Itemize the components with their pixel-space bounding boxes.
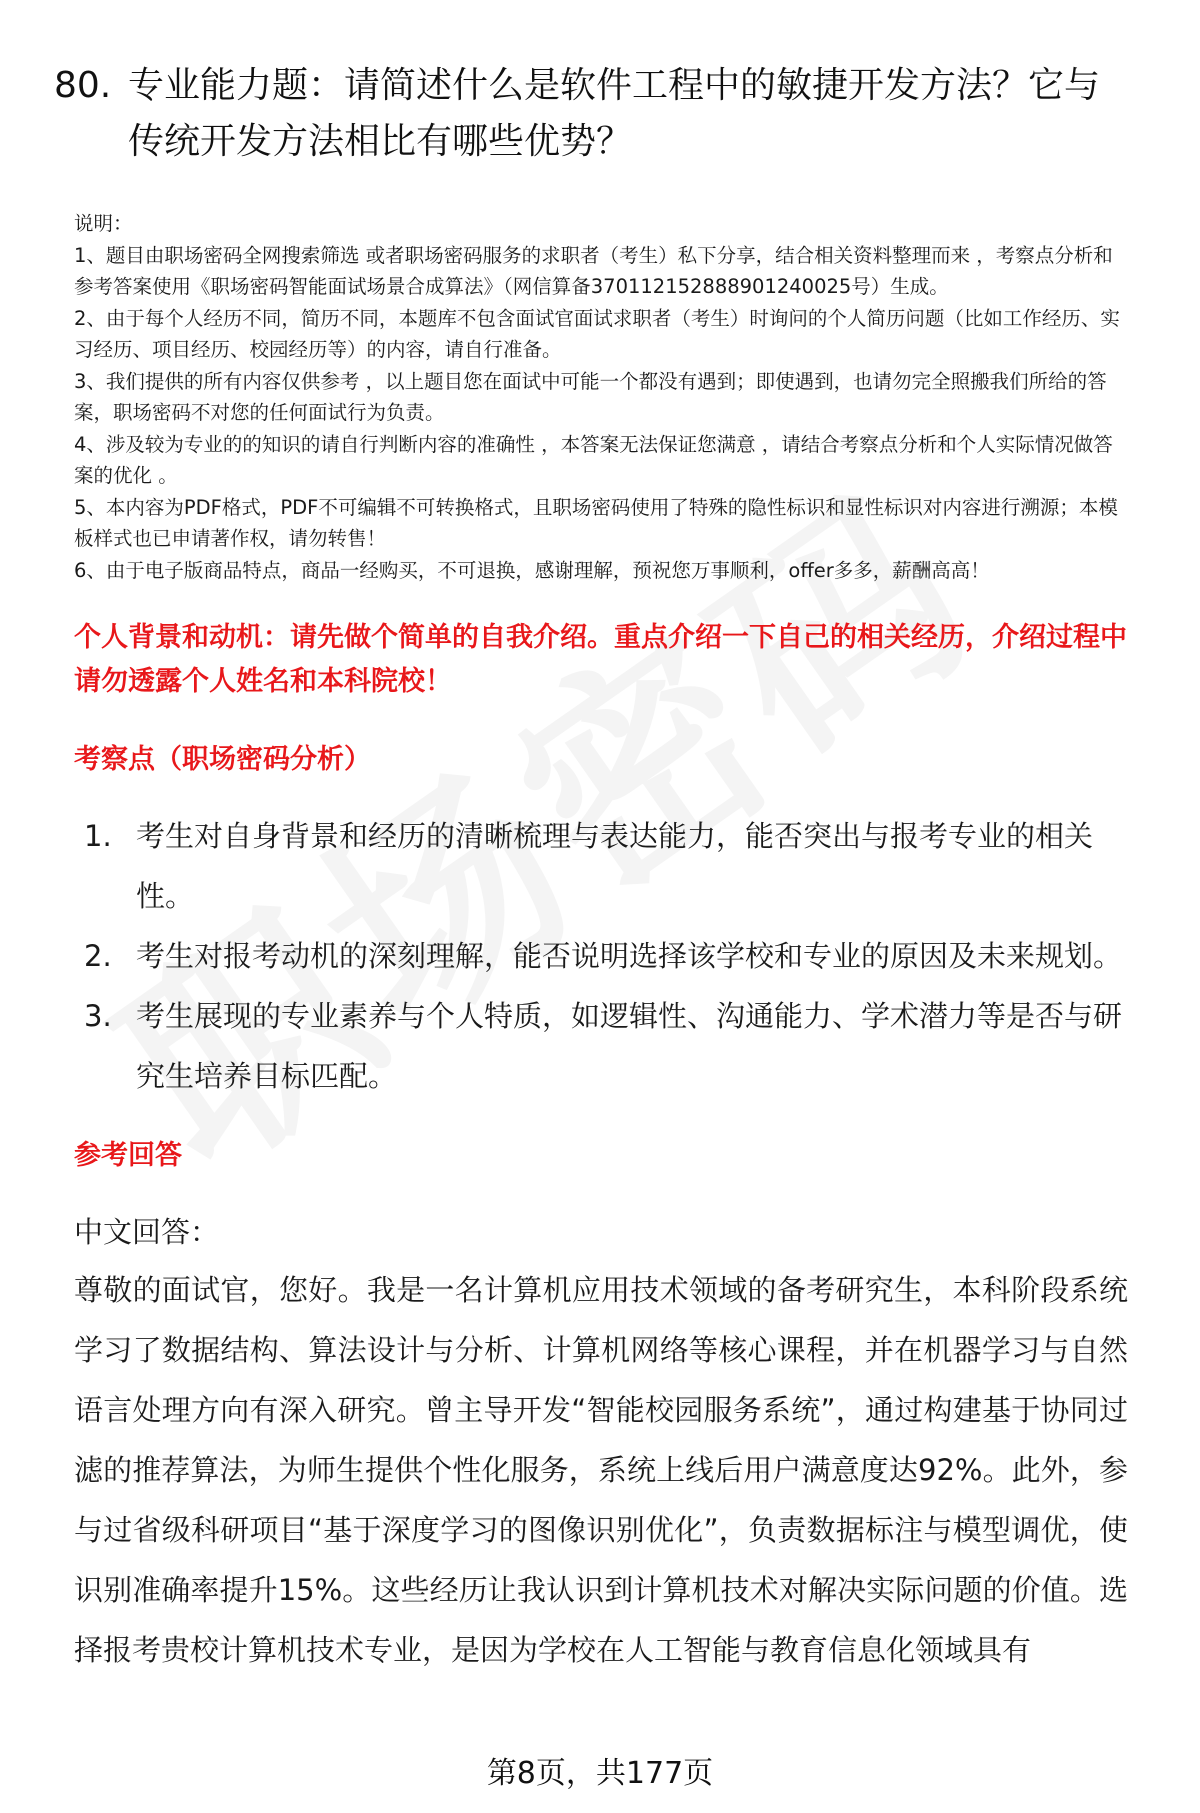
page-number: 第8页，共177页 [486, 1756, 714, 1791]
list-item-index: 1. [84, 819, 112, 853]
list-item [74, 986, 1128, 1106]
question-title [54, 58, 1128, 170]
list-item-index: 2. [84, 939, 112, 973]
list-item-text: 考生展现的专业素养与个人特质，如逻辑性、沟通能力、学术潜力等是否与研究生培养目标匹配。 [136, 999, 1123, 1093]
note-item: 4、涉及较为专业的的知识的请自行判断内容的准确性 ，本答案无法保证您满意 ，请结合考察点分析和个人实际情况做答案的优化 。 [74, 432, 1113, 487]
list-item-index: 3. [84, 999, 112, 1033]
document-page [0, 58, 1200, 1680]
note-item: 6、由于电子版商品特点，商品一经购买，不可退换，感谢理解，预祝您万事顺利，offer多多，薪酬高高！ [74, 558, 990, 582]
points-list [74, 806, 1128, 1106]
list-item-text: 考生对报考动机的深刻理解，能否说明选择该学校和专业的原因及未来规划。 [136, 939, 1123, 973]
interview-prompt: 个人背景和动机：请先做个简单的自我介绍。重点介绍一下自己的相关经历，介绍过程中请勿透露个人姓名和本科院校！ [74, 622, 1127, 697]
list-item-text: 考生对自身背景和经历的清晰梳理与表达能力，能否突出与报考专业的相关性。 [136, 819, 1094, 913]
points-heading: 考察点（职场密码分析） [74, 744, 371, 775]
answer-heading: 参考回答 [74, 1140, 182, 1171]
list-item [74, 926, 1128, 986]
note-item: 5、本内容为PDF格式，PDF不可编辑不可转换格式，且职场密码使用了特殊的隐性标识和显性标识对内容进行溯源；本模板样式也已申请著作权，请勿转售！ [74, 495, 1118, 550]
note-item: 2、由于每个人经历不同，简历不同，本题库不包含面试官面试求职者（考生）时询问的个人简历问题（比如工作经历、实习经历、项目经历、校园经历等）的内容，请自行准备。 [74, 306, 1120, 361]
list-item [74, 806, 1128, 926]
answer-body: 尊敬的面试官，您好。我是一名计算机应用技术领域的备考研究生，本科阶段系统学习了数据结构、算法设计与分析、计算机网络等核心课程，并在机器学习与自然语言处理方向有深入研究。曾主导开发“智能校园服务系统”，通过构建基于协同过滤的推荐算法，为师生提供个性化服务，系统上线后用户满意度达92%。此外，参与过省级科研项目“基于深度学习的图像识别优化”，负责数据标注与模型调优，使识别准确率提升15%。这些经历让我认识到计算机技术对解决实际问题的价值。选择报考贵校计算机技术专业，是因为学校在人工智能与教育信息化领域具有 [74, 1273, 1128, 1667]
note-item: 3、我们提供的所有内容仅供参考 ，以上题目您在面试中可能一个都没有遇到；即使遇到，也请勿完全照搬我们所给的答案，职场密码不对您的任何面试行为负责。 [74, 369, 1107, 424]
notes-section [74, 208, 1128, 586]
notes-title: 说明： [74, 212, 133, 235]
question-number: 80. [54, 65, 112, 106]
answer-label: 中文回答： [74, 1215, 220, 1249]
question-text: 专业能力题：请简述什么是软件工程中的敏捷开发方法？它与传统开发方法相比有哪些优势？ [128, 65, 1101, 162]
note-item: 1、题目由职场密码全网搜索筛选 或者职场密码服务的求职者（考生）私下分享，结合相关资料整理而来 ，考察点分析和参考答案使用《职场密码智能面试场景合成算法》（网信算备370112152888901240025号）生成。 [74, 243, 1113, 298]
